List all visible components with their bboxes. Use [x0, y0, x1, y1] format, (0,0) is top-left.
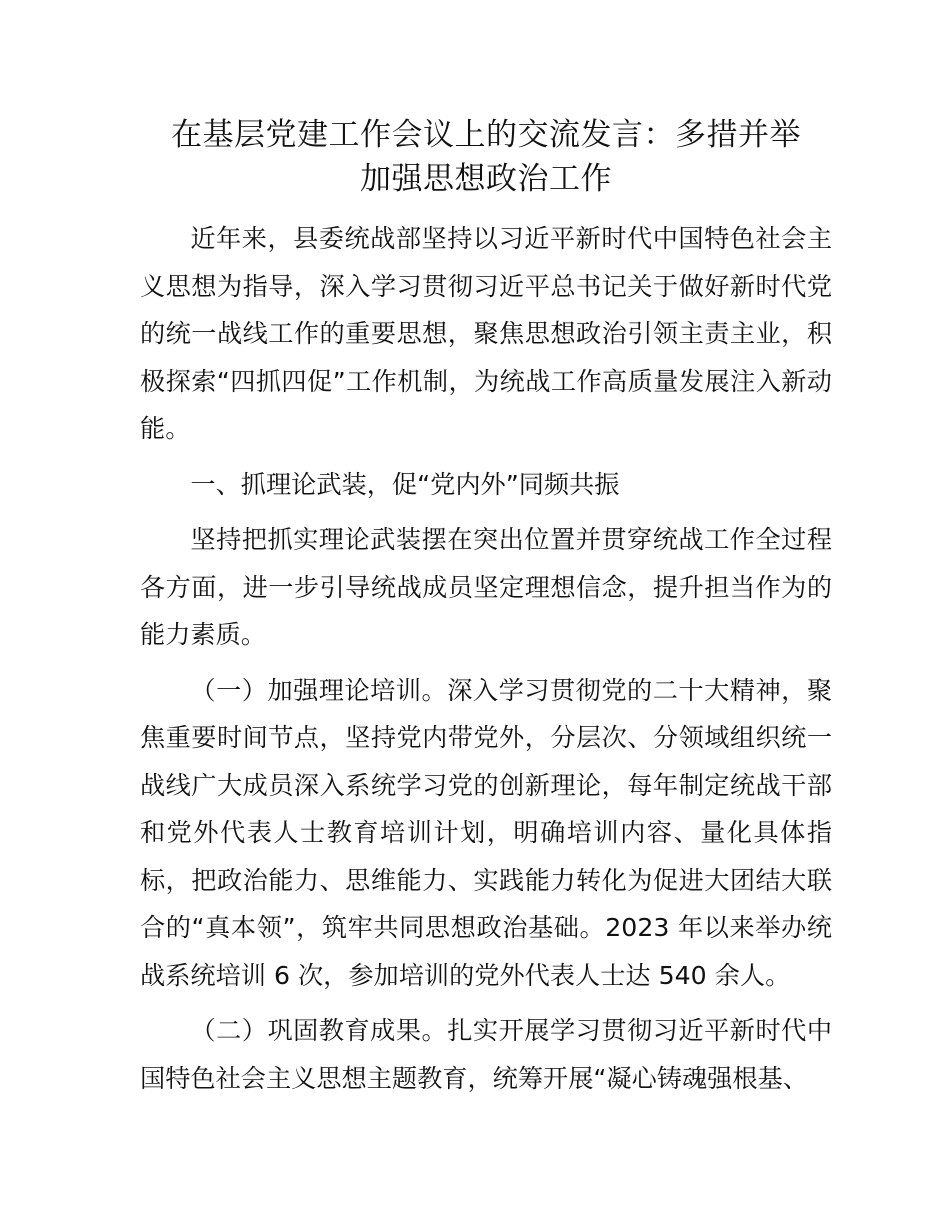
subsection-2-paragraph: （二）巩固教育成果。扎实开展学习贯彻习近平新时代中国特色社会主义思想主题教育，统筹开展“凝心铸魂强根基、	[140, 1016, 832, 1093]
subsection-1-paragraph: （一）加强理论培训。深入学习贯彻党的二十大精神，聚焦重要时间节点，坚持党内带党外，分层次、分领域组织统一战线广大成员深入系统学习党的创新理论，每年制定统战干部和党外代表人士教育培训计划，明确培训内容、量化具体指标，把政治能力、思维能力、实践能力转化为促进大团结大联合的“真本领”，筑牢共同思想政治基础。2023 年以来举办统战系统培训 6 次，参加培训的党外代表人士达 540 余人。	[140, 675, 832, 990]
section-heading-1: 一、抓理论武装，促“党内外”同频共振	[190, 469, 620, 499]
document-body	[140, 113, 832, 1102]
title-line-1: 在基层党建工作会议上的交流发言：多措并举	[171, 117, 801, 153]
title-line-2: 加强思想政治工作	[360, 161, 612, 197]
section-1-paragraph: 坚持把抓实理论武装摆在突出位置并贯穿统战工作全过程各方面，进一步引导统战成员坚定理想信念，提升担当作为的能力素质。	[140, 525, 832, 649]
document-title	[140, 113, 832, 201]
intro-paragraph: 近年来，县委统战部坚持以习近平新时代中国特色社会主义思想为指导，深入学习贯彻习近平总书记关于做好新时代党的统一战线工作的重要思想，聚焦思想政治引领主责主业，积极探索“四抓四促”工作机制，为统战工作高质量发展注入新动能。	[140, 224, 832, 443]
